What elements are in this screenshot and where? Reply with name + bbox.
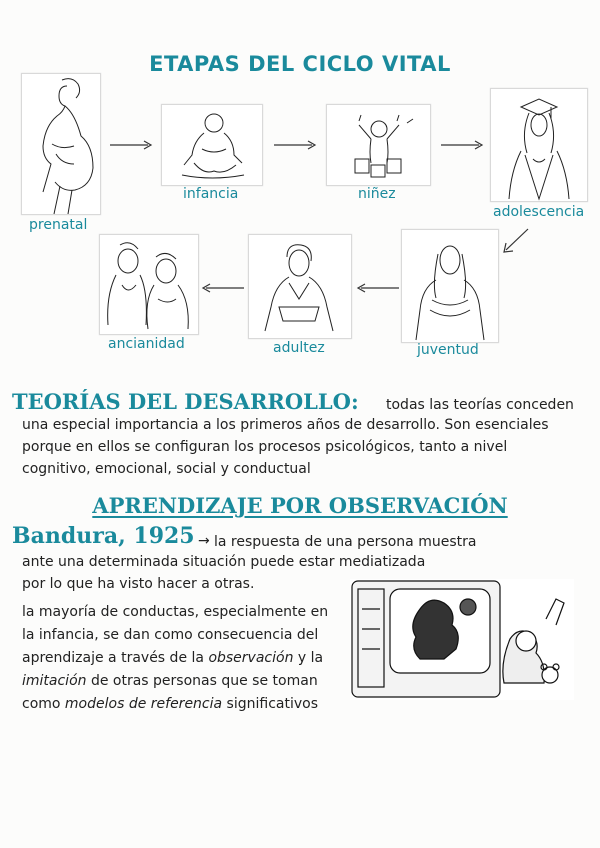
p2-line-5-c: significativos — [222, 696, 318, 712]
stage-label-adultez: adultez — [273, 340, 325, 356]
infancia-image — [161, 104, 263, 186]
aprendizaje-heading: APRENDIZAJE POR OBSERVACIÓN — [92, 493, 508, 518]
adolescencia-image — [490, 88, 588, 202]
p2-imitacion: imitación — [22, 673, 87, 689]
teorias-heading: TEORÍAS DEL DESARROLLO: — [12, 389, 359, 414]
arrow-diagonal-icon — [500, 226, 532, 256]
page-title: ETAPAS DEL CICLO VITAL — [149, 52, 451, 76]
p2-line-5-a: como — [22, 696, 65, 712]
paragraph-2 — [22, 601, 352, 716]
teorias-line-1: todas las teorías conceden — [386, 397, 574, 413]
bandura-arrow: → — [198, 533, 210, 549]
arrow-right-icon — [272, 139, 318, 151]
prenatal-image — [21, 73, 101, 215]
p2-line-4-b: de otras personas que se toman — [86, 673, 318, 689]
teorias-line-3: porque en ellos se configuran los procesos psicológicos, tanto a nivel — [22, 439, 508, 455]
teorias-line-4: cognitivo, emocional, social y conductual — [22, 461, 311, 477]
adultez-image — [248, 234, 352, 339]
arrow-right-icon — [108, 139, 154, 151]
stage-label-prenatal: prenatal — [29, 217, 88, 233]
juventud-image — [401, 229, 499, 343]
p2-observacion: observación — [208, 650, 294, 666]
arrow-left-icon — [200, 282, 246, 294]
p2-line-3-a: aprendizaje a través de la — [22, 650, 209, 666]
tv-cartoon-image — [350, 579, 574, 700]
stage-label-infancia: infancia — [183, 186, 239, 202]
arrow-left-icon — [355, 282, 401, 294]
stage-label-juventud: juventud — [417, 342, 479, 358]
stage-label-adolescencia: adolescencia — [493, 204, 585, 220]
ancianidad-image — [99, 234, 199, 335]
stage-label-ninez: niñez — [358, 186, 396, 202]
p2-line-1: la mayoría de conductas, especialmente en — [22, 604, 329, 620]
p2-modelos: modelos de referencia — [64, 696, 223, 712]
teorias-line-2: una especial importancia a los primeros años de desarrollo. Son esenciales — [22, 417, 549, 433]
p2-line-3 — [22, 647, 352, 670]
bandura-line-1: la respuesta de una persona muestra — [214, 534, 477, 550]
p2-line-5 — [22, 693, 352, 716]
bandura-line-3: por lo que ha visto hacer a otras. — [22, 576, 255, 592]
arrow-right-icon — [439, 139, 485, 151]
bandura-author: Bandura, 1925 — [12, 523, 195, 549]
ninez-image — [326, 104, 431, 186]
p2-line-3-c: y la — [293, 650, 324, 666]
p2-line-2: la infancia, se dan como consecuencia del — [22, 627, 319, 643]
stage-label-ancianidad: ancianidad — [108, 336, 185, 352]
bandura-line-2: ante una determinada situación puede estar mediatizada — [22, 554, 426, 570]
p2-line-4 — [22, 670, 352, 693]
